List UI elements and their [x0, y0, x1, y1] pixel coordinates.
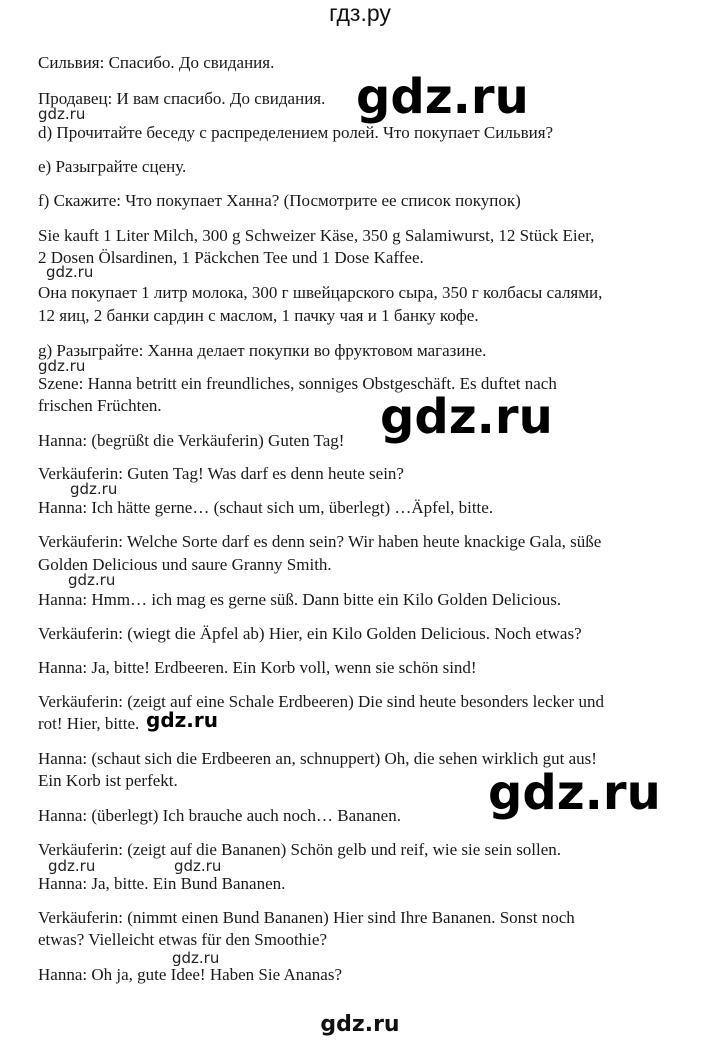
text-line: Hanna: (begrüßt die Verkäuferin) Guten Tag! — [38, 431, 345, 450]
text-line: Hanna: Ja, bitte. Ein Bund Bananen. — [38, 874, 286, 893]
text-line: Сильвия: Спасибо. До свидания. — [38, 53, 275, 72]
page-footer-title: gdz.ru — [320, 1012, 400, 1037]
text-line: Verkäuferin: Welche Sorte darf es denn sein? Wir haben heute knackige Gala, süße — [38, 532, 602, 551]
text-line: 2 Dosen Ölsardinen, 1 Päckchen Tee und 1 Dose Kaffee. — [38, 248, 424, 267]
text-line: Verkäuferin: (wiegt die Äpfel ab) Hier, ein Kilo Golden Delicious. Noch etwas? — [38, 624, 582, 643]
text-line: 12 яиц, 2 банки сардин с маслом, 1 пачку чая и 1 банку кофе. — [38, 306, 479, 325]
text-line: Verkäuferin: (zeigt auf die Bananen) Schön gelb und reif, wie sie sein sollen. — [38, 840, 562, 859]
text-line: Hanna: Ja, bitte! Erdbeeren. Ein Korb voll, wenn sie schön sind! — [38, 658, 477, 677]
text-line: Verkäuferin: (zeigt auf eine Schale Erdbeeren) Die sind heute besonders lecker und — [38, 692, 604, 711]
watermark-small: gdz.ru — [174, 857, 222, 875]
text-line: Golden Delicious und saure Granny Smith. — [38, 555, 332, 574]
text-line: f) Скажите: Что покупает Ханна? (Посмотрите ее список покупок) — [38, 191, 521, 210]
text-line: etwas? Vielleicht etwas für den Smoothie? — [38, 930, 327, 949]
watermark-small: gdz.ru — [48, 857, 96, 875]
text-line: frischen Früchten. — [38, 396, 162, 415]
watermark-large: gdz.ru — [488, 765, 661, 821]
watermark-large: gdz.ru — [356, 69, 529, 125]
watermark-small: gdz.ru — [70, 480, 118, 498]
text-line: rot! Hier, bitte. — [38, 714, 140, 733]
watermark-small: gdz.ru — [68, 571, 116, 589]
text-line: g) Разыграйте: Ханна делает покупки во фруктовом магазине. — [38, 341, 487, 360]
watermark-small: gdz.ru — [38, 105, 86, 123]
text-line: Hanna: Ich hätte gerne… (schaut sich um, überlegt) …Äpfel, bitte. — [38, 498, 494, 517]
page-header-title: гдз.ру — [329, 0, 391, 26]
text-line: Она покупает 1 литр молока, 300 г швейцарского сыра, 350 г колбасы салями, — [38, 283, 603, 302]
text-line: Hanna: (schaut sich die Erdbeeren an, schnuppert) Oh, die sehen wirklich gut aus! — [38, 749, 597, 768]
watermark-small: gdz.ru — [172, 949, 220, 967]
text-line: Ein Korb ist perfekt. — [38, 771, 178, 790]
watermark-small: gdz.ru — [46, 263, 94, 281]
text-line: Szene: Hanna betritt ein freundliches, sonniges Obstgeschäft. Es duftet nach — [38, 374, 557, 393]
watermark-small: gdz.ru — [38, 357, 86, 375]
watermark-medium: gdz.ru — [146, 708, 218, 732]
text-line: Verkäuferin: Guten Tag! Was darf es denn heute sein? — [38, 464, 404, 483]
text-line: e) Разыграйте сцену. — [38, 157, 187, 176]
text-line: Hanna: Oh ja, gute Idee! Haben Sie Ananas? — [38, 965, 342, 984]
watermark-large: gdz.ru — [380, 389, 553, 445]
text-line: d) Прочитайте беседу с распределением ролей. Что покупает Сильвия? — [38, 123, 554, 142]
text-line: Hanna: Hmm… ich mag es gerne süß. Dann bitte ein Kilo Golden Delicious. — [38, 590, 562, 609]
text-line: Hanna: (überlegt) Ich brauche auch noch… Bananen. — [38, 806, 401, 825]
text-line: Verkäuferin: (nimmt einen Bund Bananen) Hier sind Ihre Bananen. Sonst noch — [38, 908, 575, 927]
text-line: Sie kauft 1 Liter Milch, 300 g Schweizer Käse, 350 g Salamiwurst, 12 Stück Eier, — [38, 226, 595, 245]
text-line: Продавец: И вам спасибо. До свидания. — [38, 89, 326, 108]
